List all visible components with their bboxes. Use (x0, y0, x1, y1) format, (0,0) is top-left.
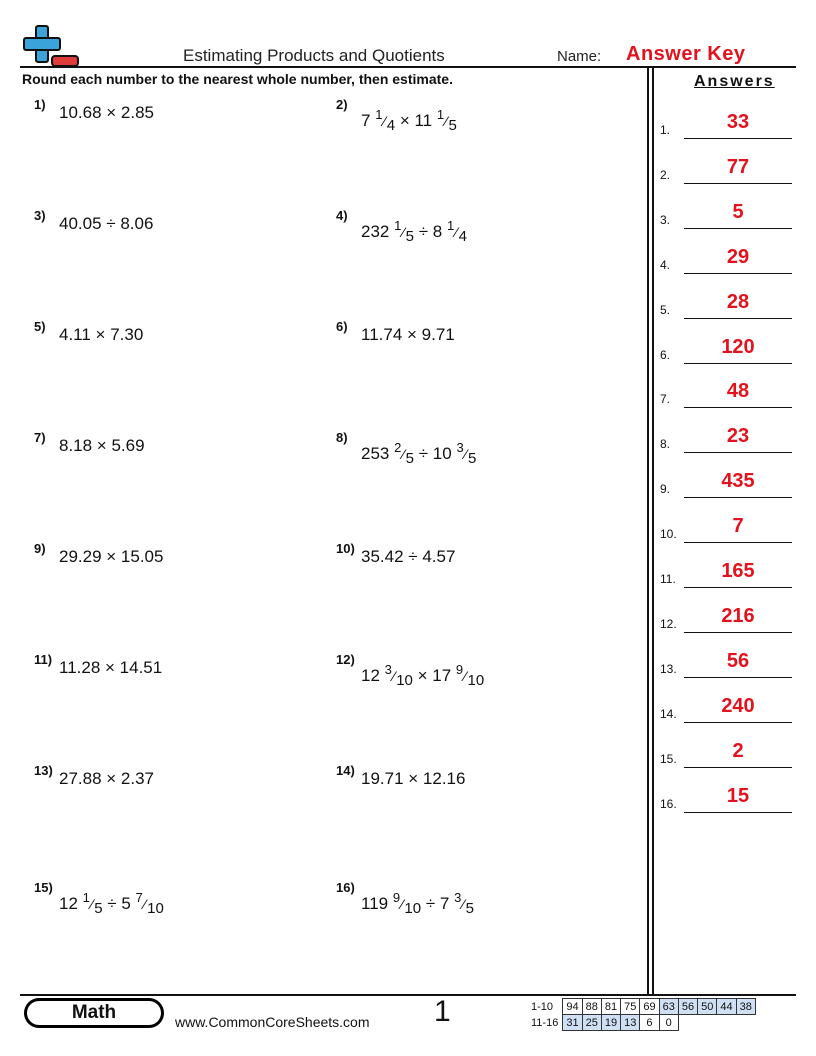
problem-number: 6) (336, 319, 348, 334)
answer-line (684, 497, 792, 498)
answer-line (684, 767, 792, 768)
answer-row (660, 380, 792, 408)
answer-line (684, 677, 792, 678)
whole-number: 119 (361, 894, 393, 913)
answer-row (660, 560, 792, 588)
fraction-numerator: 1 (436, 107, 445, 122)
answer-number: 6. (660, 347, 671, 362)
score-cell-empty (698, 1015, 717, 1031)
answer-line (684, 183, 792, 184)
fraction-slash: ⁄ (90, 896, 94, 912)
name-label: Name: (557, 48, 602, 65)
fraction-denominator: 5 (465, 900, 474, 917)
problem-expression: 11.74 × 9.71 (361, 325, 455, 344)
score-cell-empty (717, 1015, 736, 1031)
score-cell: 50 (698, 999, 717, 1015)
answer-value: 5 (732, 200, 744, 223)
whole-number: 7 (361, 111, 376, 130)
answer-row (660, 649, 792, 678)
fraction-slash: ⁄ (392, 668, 396, 684)
fraction-slash: ⁄ (455, 224, 458, 240)
answer-number: 4. (660, 257, 671, 272)
answer-line (684, 722, 792, 723)
fraction-denominator: 10 (467, 672, 485, 689)
answer-row (660, 604, 792, 633)
answer-row (660, 470, 792, 498)
score-range-label: 11-16 (531, 1016, 559, 1029)
answer-number: 15. (660, 751, 677, 766)
answer-row (660, 245, 792, 274)
answer-row (660, 784, 792, 813)
footer-divider (20, 994, 796, 996)
score-range-label: 1-10 (531, 1000, 554, 1013)
problem-expression: 40.05 ÷ 8.06 (59, 214, 154, 233)
score-cell: 56 (678, 999, 697, 1015)
problem-number: 2) (336, 97, 348, 112)
problem-number: 12) (336, 652, 355, 667)
problem-expression: 4.11 × 7.30 (59, 325, 144, 344)
answer-line (684, 138, 792, 139)
operator: ÷ 7 (421, 894, 455, 913)
answer-number: 10. (660, 527, 677, 542)
problem-number: 5) (34, 319, 46, 334)
problem-number: 14) (336, 763, 355, 778)
answer-number: 1. (660, 123, 671, 137)
problem-expression (59, 890, 164, 917)
answer-value: 15 (726, 784, 750, 807)
problem-expression: 29.29 × 15.05 (59, 547, 164, 566)
answer-row (660, 111, 792, 139)
score-cell: 69 (640, 999, 659, 1015)
problem-number: 16) (336, 880, 355, 895)
fraction-numerator: 3 (454, 890, 462, 905)
answer-row (660, 200, 792, 229)
score-cell: 13 (621, 1015, 640, 1031)
problem-expression: 11.28 × 14.51 (59, 658, 163, 677)
whole-number: 12 (59, 894, 83, 913)
answer-row (660, 739, 792, 768)
header-divider (20, 66, 796, 68)
answer-value: 165 (721, 560, 755, 582)
fraction-denominator: 10 (404, 900, 422, 917)
fraction-numerator: 9 (455, 662, 464, 677)
answer-value: 29 (726, 245, 750, 268)
fraction-slash: ⁄ (402, 446, 405, 462)
fraction-denominator: 4 (386, 117, 396, 134)
whole-number: 232 (361, 222, 395, 241)
fraction-numerator: 9 (392, 890, 401, 905)
problem-number: 9) (34, 541, 46, 556)
fraction-denominator: 5 (448, 117, 457, 134)
score-cell: 31 (563, 1015, 582, 1031)
problem-expression: 19.71 × 12.16 (361, 769, 466, 788)
fraction (375, 107, 395, 134)
subject-label: Math (27, 1001, 161, 1025)
problem-expression (361, 890, 474, 917)
fraction-slash: ⁄ (401, 896, 404, 912)
operator: ÷ 8 (414, 222, 447, 241)
answer-value: 216 (721, 604, 755, 627)
answer-line (684, 407, 792, 408)
operator: × 17 (412, 666, 456, 685)
answer-line (684, 812, 792, 813)
problem-number: 4) (336, 208, 348, 223)
fraction (456, 662, 484, 689)
answer-row (660, 515, 792, 543)
fraction-numerator: 7 (135, 890, 143, 905)
score-cell: 19 (601, 1015, 620, 1031)
fraction (456, 440, 476, 467)
operator: ÷ 5 (102, 894, 136, 913)
fraction-denominator: 5 (405, 228, 415, 245)
fraction-denominator: 5 (94, 900, 103, 917)
answer-line (684, 363, 792, 364)
problem-number: 10) (336, 541, 355, 556)
fraction-numerator: 1 (82, 890, 90, 905)
problem-expression (361, 440, 476, 467)
score-row (531, 999, 755, 1015)
answer-number: 9. (660, 482, 671, 497)
score-cell: 88 (582, 999, 601, 1015)
fraction (83, 890, 103, 917)
plus-minus-logo-icon (22, 24, 80, 68)
fraction-denominator: 10 (147, 900, 164, 917)
fraction (437, 107, 457, 134)
answer-number: 13. (660, 661, 677, 676)
answer-value: 120 (721, 335, 755, 358)
answer-row (660, 290, 792, 319)
score-cell-empty (736, 1015, 755, 1031)
answer-number: 11. (660, 572, 676, 586)
answer-number: 2. (660, 167, 671, 182)
fraction-denominator: 5 (468, 450, 477, 467)
answer-number: 3. (660, 212, 671, 227)
problem-number: 1) (34, 97, 46, 112)
problem-expression (361, 662, 484, 689)
column-divider (647, 68, 649, 994)
fraction-numerator: 2 (394, 440, 402, 455)
problem-number: 8) (336, 430, 348, 445)
problem-expression (361, 218, 467, 245)
website-link: www.CommonCoreSheets.com (175, 1014, 370, 1030)
answer-value: 28 (726, 290, 750, 313)
score-cell: 63 (659, 999, 678, 1015)
answer-row (660, 335, 792, 364)
score-cell: 0 (659, 1015, 678, 1031)
fraction-numerator: 1 (375, 107, 383, 122)
column-divider (652, 68, 654, 994)
fraction-numerator: 3 (384, 662, 392, 677)
worksheet-title: Estimating Products and Quotients (183, 46, 445, 65)
answer-value: 2 (732, 739, 744, 762)
fraction (447, 218, 467, 245)
fraction-slash: ⁄ (143, 896, 147, 912)
problem-expression: 35.42 ÷ 4.57 (361, 547, 456, 566)
score-cell: 81 (601, 999, 620, 1015)
score-cell: 25 (582, 1015, 601, 1031)
score-cell: 75 (621, 999, 640, 1015)
problem-number: 13) (34, 763, 53, 778)
answer-value: 435 (721, 470, 755, 493)
answer-value: 33 (726, 111, 750, 133)
answers-title: Answers (694, 73, 775, 90)
answer-line (684, 587, 792, 588)
answer-value: 77 (726, 155, 750, 178)
answer-value: 56 (726, 649, 750, 672)
answer-number: 7. (660, 392, 671, 407)
score-cell-empty (678, 1015, 697, 1031)
answer-row (660, 694, 792, 723)
fraction-slash: ⁄ (464, 668, 467, 684)
answer-value: 240 (721, 694, 755, 717)
answer-line (684, 452, 792, 453)
fraction (393, 890, 421, 917)
answer-row (660, 155, 792, 184)
fraction (454, 890, 474, 917)
problem-number: 15) (34, 880, 53, 895)
fraction-numerator: 1 (394, 218, 402, 233)
score-cell: 44 (717, 999, 736, 1015)
answer-line (684, 542, 792, 543)
fraction-denominator: 5 (405, 450, 415, 467)
answer-number: 8. (660, 437, 671, 452)
fraction-numerator: 1 (446, 218, 455, 233)
subject-badge (24, 998, 164, 1028)
score-row (531, 1015, 755, 1031)
answer-number: 16. (660, 796, 677, 811)
fraction (394, 218, 414, 245)
answer-line (684, 273, 792, 274)
problem-expression (361, 107, 457, 134)
fraction-denominator: 10 (396, 672, 413, 689)
fraction-slash: ⁄ (462, 896, 465, 912)
answer-line (684, 632, 792, 633)
answer-value: 23 (726, 425, 750, 448)
answer-line (684, 228, 792, 229)
problem-expression: 8.18 × 5.69 (59, 436, 145, 455)
score-cell: 94 (563, 999, 582, 1015)
answer-value: 7 (732, 515, 744, 538)
answer-value: 48 (726, 380, 750, 403)
fraction-slash: ⁄ (383, 113, 386, 129)
answer-number: 5. (660, 302, 671, 317)
fraction (394, 440, 414, 467)
problem-expression: 10.68 × 2.85 (59, 103, 155, 122)
fraction-slash: ⁄ (445, 113, 448, 129)
answer-number: 12. (660, 616, 677, 631)
problem-number: 11) (34, 652, 53, 667)
problem-number: 7) (34, 430, 46, 445)
score-cell: 38 (736, 999, 755, 1015)
instructions: Round each number to the nearest whole number, then estimate. (22, 71, 453, 87)
operator: ÷ 10 (414, 444, 457, 463)
fraction-numerator: 3 (456, 440, 464, 455)
answer-line (684, 318, 792, 319)
whole-number: 253 (361, 444, 395, 463)
answer-row (660, 425, 792, 453)
problem-expression: 27.88 × 2.37 (59, 769, 155, 788)
page-number: 1 (434, 995, 451, 1028)
fraction-slash: ⁄ (402, 224, 405, 240)
score-cell: 6 (640, 1015, 659, 1031)
operator: × 11 (395, 111, 437, 130)
problem-number: 3) (34, 208, 46, 223)
fraction-denominator: 4 (458, 228, 467, 245)
whole-number: 12 (361, 666, 385, 685)
fraction (136, 890, 164, 917)
fraction-slash: ⁄ (464, 446, 468, 462)
answer-key-label: Answer Key (626, 43, 746, 65)
score-table (531, 998, 756, 1031)
answer-number: 14. (660, 706, 677, 721)
fraction (385, 662, 413, 689)
